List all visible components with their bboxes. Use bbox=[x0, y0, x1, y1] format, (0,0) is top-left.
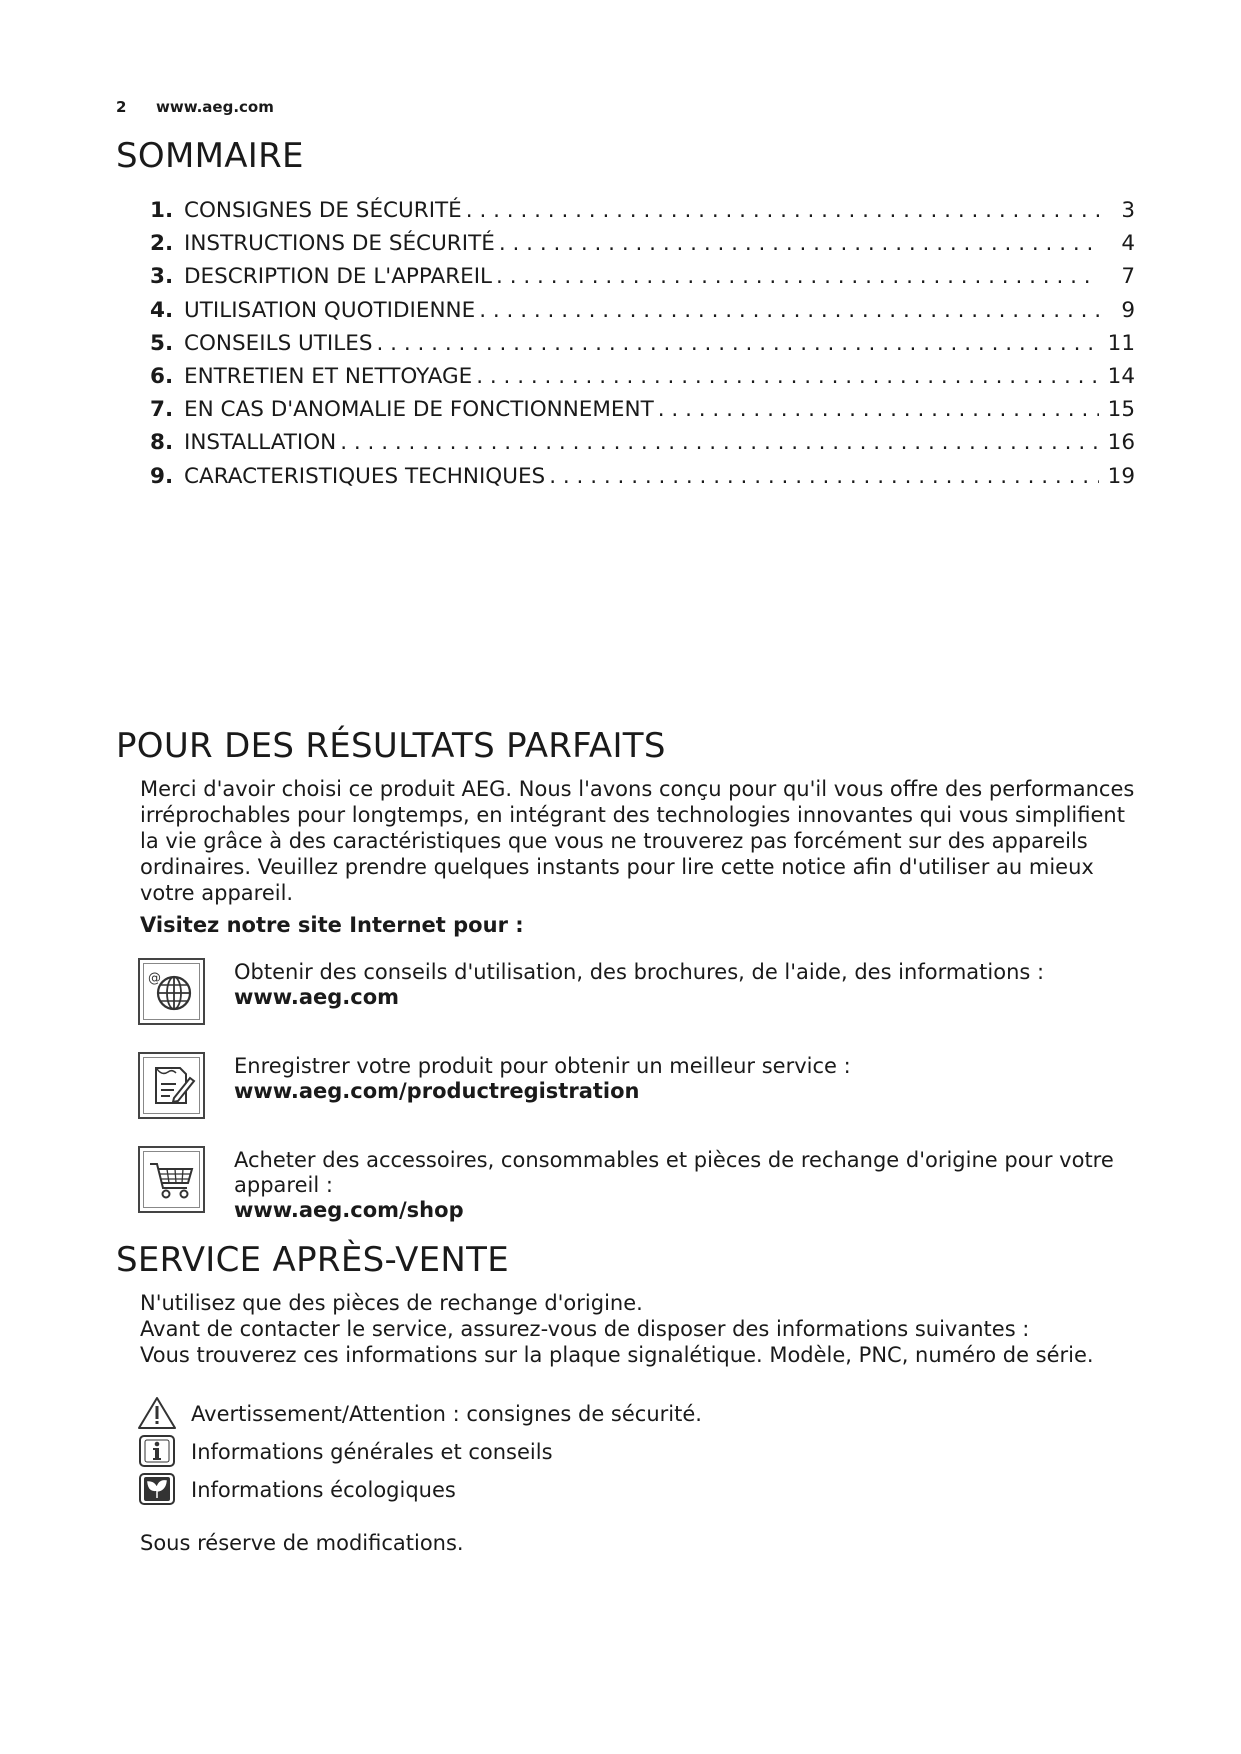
toc-item[interactable] bbox=[150, 464, 1135, 497]
toc-item[interactable] bbox=[150, 198, 1135, 231]
results-title: POUR DES RÉSULTATS PARFAITS bbox=[116, 726, 666, 766]
toc-leader-dots bbox=[479, 298, 1099, 323]
toc-item[interactable] bbox=[150, 298, 1135, 331]
link-description: Obtenir des conseils d'utilisation, des brochures, de l'aide, des informations : bbox=[234, 960, 1045, 984]
toc-item-title: CONSEILS UTILES bbox=[184, 330, 373, 356]
toc-item-page: 14 bbox=[1107, 363, 1135, 389]
toc-leader-dots bbox=[476, 364, 1099, 389]
toc-leader-dots bbox=[466, 198, 1099, 223]
toc-item[interactable] bbox=[150, 364, 1135, 397]
legend-text: Avertissement/Attention : consignes de sécurité. bbox=[191, 1402, 702, 1426]
toc-item-title: INSTALLATION bbox=[184, 430, 337, 456]
visit-label: Visitez notre site Internet pour : bbox=[140, 913, 524, 937]
toc-leader-dots bbox=[340, 430, 1099, 455]
toc-item-page: 19 bbox=[1107, 463, 1135, 489]
service-line: N'utilisez que des pièces de rechange d'origine. bbox=[140, 1291, 643, 1315]
service-line: Avant de contacter le service, assurez-vous de disposer des informations suivantes : bbox=[140, 1317, 1030, 1341]
service-line: Vous trouverez ces informations sur la plaque signalétique. Modèle, PNC, numéro de série. bbox=[140, 1343, 1094, 1367]
legend-item bbox=[137, 1472, 837, 1506]
header-site-link[interactable]: www.aeg.com bbox=[156, 98, 274, 116]
toc-leader-dots bbox=[376, 331, 1099, 356]
toc-item-page: 11 bbox=[1107, 330, 1135, 356]
registration-icon bbox=[138, 1052, 205, 1119]
toc-item[interactable] bbox=[150, 397, 1135, 430]
link-url[interactable]: www.aeg.com bbox=[234, 985, 400, 1009]
toc-item-number: 1. bbox=[150, 198, 174, 223]
toc-item-number: 8. bbox=[150, 430, 174, 456]
toc-item-title: CARACTERISTIQUES TECHNIQUES bbox=[184, 463, 546, 489]
legend-text: Informations écologiques bbox=[191, 1478, 456, 1502]
footer-note: Sous réserve de modifications. bbox=[140, 1531, 464, 1555]
toc-item-number: 6. bbox=[150, 363, 174, 389]
warning-icon bbox=[137, 1396, 177, 1430]
globe-icon bbox=[138, 958, 205, 1025]
legend-text: Informations générales et conseils bbox=[191, 1440, 553, 1464]
legend-item bbox=[137, 1396, 837, 1430]
legend-item bbox=[137, 1434, 837, 1468]
link-description: Acheter des accessoires, consommables et pièces de rechange d'origine pour votre appareil : bbox=[234, 1148, 1114, 1197]
toc-leader-dots bbox=[658, 397, 1099, 422]
table-of-contents bbox=[150, 198, 1135, 497]
link-url[interactable]: www.aeg.com/productregistration bbox=[234, 1079, 640, 1103]
toc-leader-dots bbox=[496, 264, 1099, 289]
shopping-cart-icon bbox=[138, 1146, 205, 1213]
toc-item-number: 9. bbox=[150, 463, 174, 489]
toc-item-title: INSTRUCTIONS DE SÉCURITÉ bbox=[184, 231, 495, 257]
service-title: SERVICE APRÈS-VENTE bbox=[116, 1240, 509, 1280]
toc-item[interactable] bbox=[150, 231, 1135, 264]
sommaire-title: SOMMAIRE bbox=[116, 136, 304, 176]
svg-text:@: @ bbox=[148, 971, 161, 986]
toc-item-page: 7 bbox=[1121, 264, 1135, 290]
eco-icon bbox=[137, 1472, 177, 1506]
page-number: 2 bbox=[116, 98, 127, 116]
toc-item-title: UTILISATION QUOTIDIENNE bbox=[184, 297, 476, 323]
toc-item-number: 4. bbox=[150, 297, 174, 323]
link-url[interactable]: www.aeg.com/shop bbox=[234, 1198, 464, 1222]
toc-leader-dots bbox=[549, 464, 1099, 489]
toc-item-page: 3 bbox=[1121, 198, 1135, 223]
page-header bbox=[116, 98, 274, 116]
toc-item-title: DESCRIPTION DE L'APPAREIL bbox=[184, 264, 493, 290]
toc-item[interactable] bbox=[150, 331, 1135, 364]
toc-item[interactable] bbox=[150, 264, 1135, 297]
toc-item[interactable] bbox=[150, 430, 1135, 463]
toc-item-number: 7. bbox=[150, 397, 174, 423]
toc-item-title: CONSIGNES DE SÉCURITÉ bbox=[184, 198, 462, 223]
toc-leader-dots bbox=[499, 231, 1099, 256]
toc-item-page: 15 bbox=[1107, 397, 1135, 423]
info-icon bbox=[137, 1434, 177, 1468]
toc-item-page: 4 bbox=[1121, 231, 1135, 257]
toc-item-number: 3. bbox=[150, 264, 174, 290]
toc-item-page: 16 bbox=[1107, 430, 1135, 456]
toc-item-number: 5. bbox=[150, 330, 174, 356]
toc-item-page: 9 bbox=[1121, 297, 1135, 323]
link-description: Enregistrer votre produit pour obtenir un meilleur service : bbox=[234, 1054, 851, 1078]
toc-item-title: ENTRETIEN ET NETTOYAGE bbox=[184, 363, 473, 389]
toc-item-title: EN CAS D'ANOMALIE DE FONCTIONNEMENT bbox=[184, 397, 654, 423]
toc-item-number: 2. bbox=[150, 231, 174, 257]
results-intro: Merci d'avoir choisi ce produit AEG. Nous l'avons conçu pour qu'il vous offre des performances irréprochables pour longtemps, en intégrant des technologies innovantes qui vous simplifient la vie grâce à des caractéristiques que vous ne trouverez pas forcément sur des appareils ordinaires. Veuillez prendre quelques instants pour lire cette notice afin d'utiliser au mieux votre appareil. bbox=[140, 777, 1135, 905]
